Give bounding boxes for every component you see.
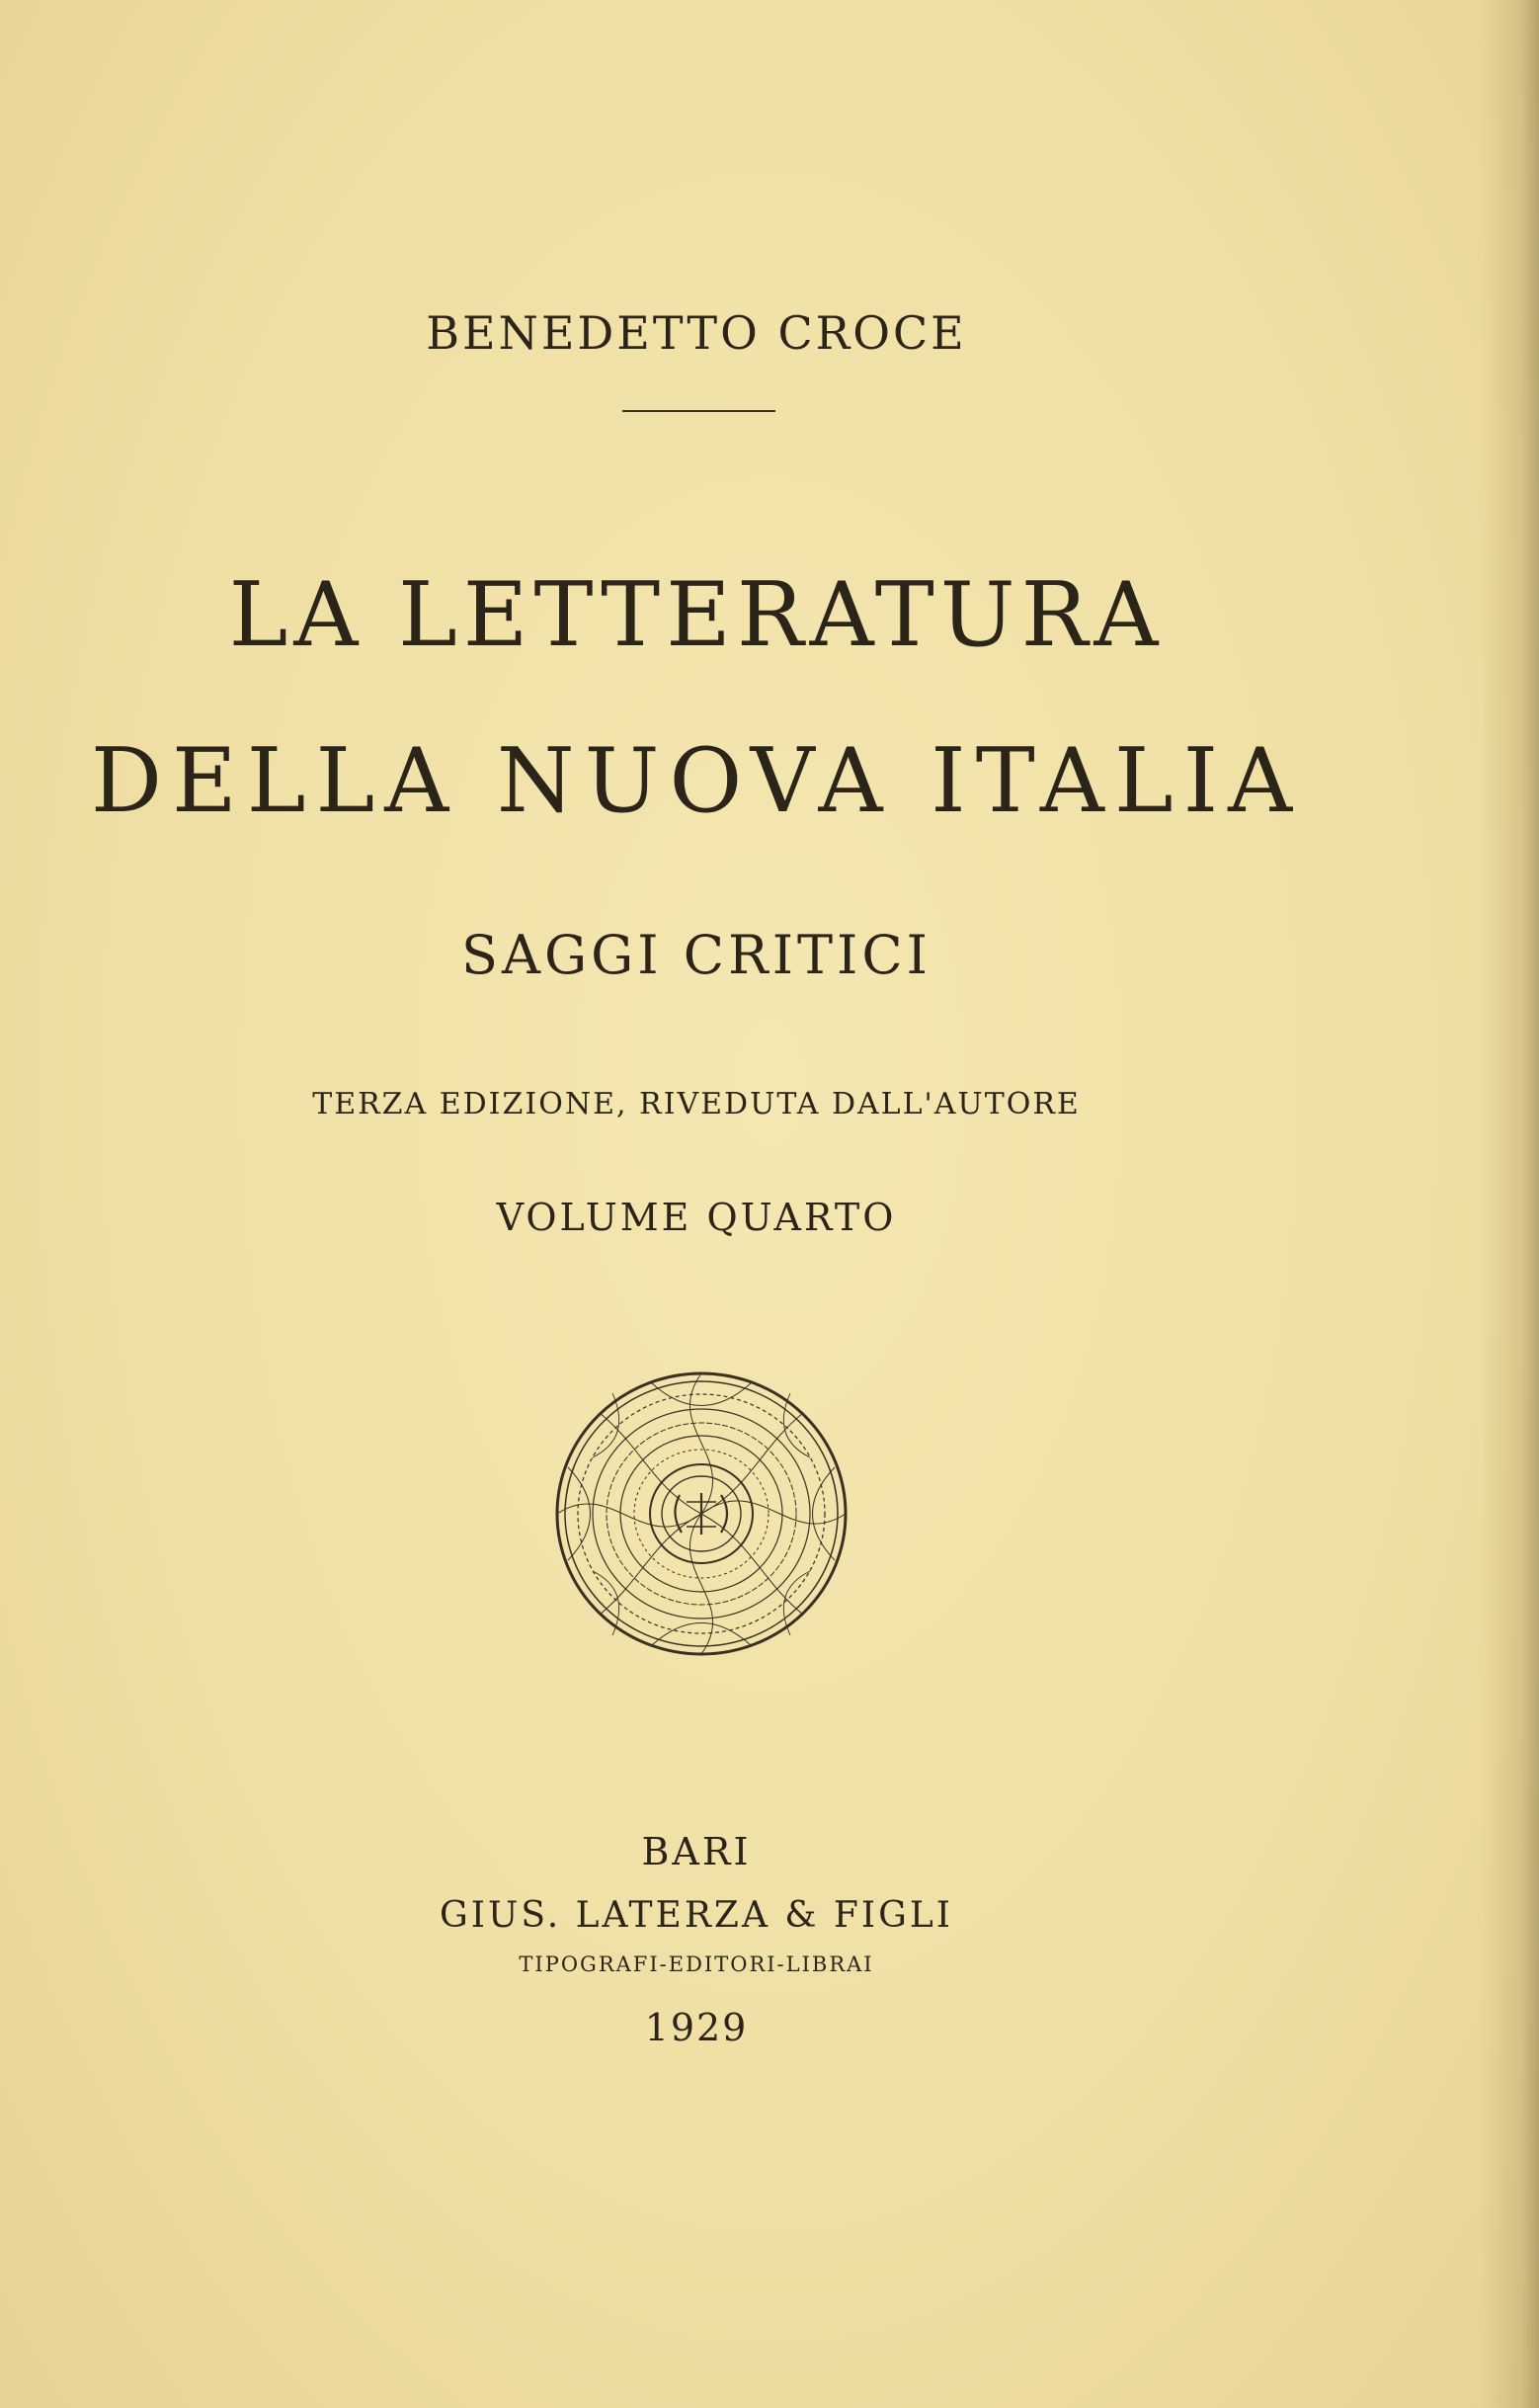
author-name: BENEDETTO CROCE	[426, 306, 967, 360]
publisher-trade: TIPOGRAFI-EDITORI-LIBRAI	[519, 1952, 874, 1976]
book-title-line-2: DELLA NUOVA ITALIA	[90, 729, 1303, 833]
publication-year: 1929	[644, 2006, 749, 2049]
page-edge-shadow	[1480, 0, 1539, 2408]
publisher-name: GIUS. LATERZA & FIGLI	[440, 1895, 953, 1936]
volume-statement: VOLUME QUARTO	[496, 1196, 897, 1239]
edition-statement: TERZA EDIZIONE, RIVEDUTA DALL'AUTORE	[312, 1087, 1081, 1121]
separator-rule	[622, 410, 775, 412]
book-title-line-1: LA LETTERATURA	[228, 563, 1165, 667]
book-subtitle: SAGGI CRITICI	[460, 924, 932, 986]
publisher-seal-icon	[553, 1369, 850, 1660]
publication-city: BARI	[641, 1830, 752, 1873]
